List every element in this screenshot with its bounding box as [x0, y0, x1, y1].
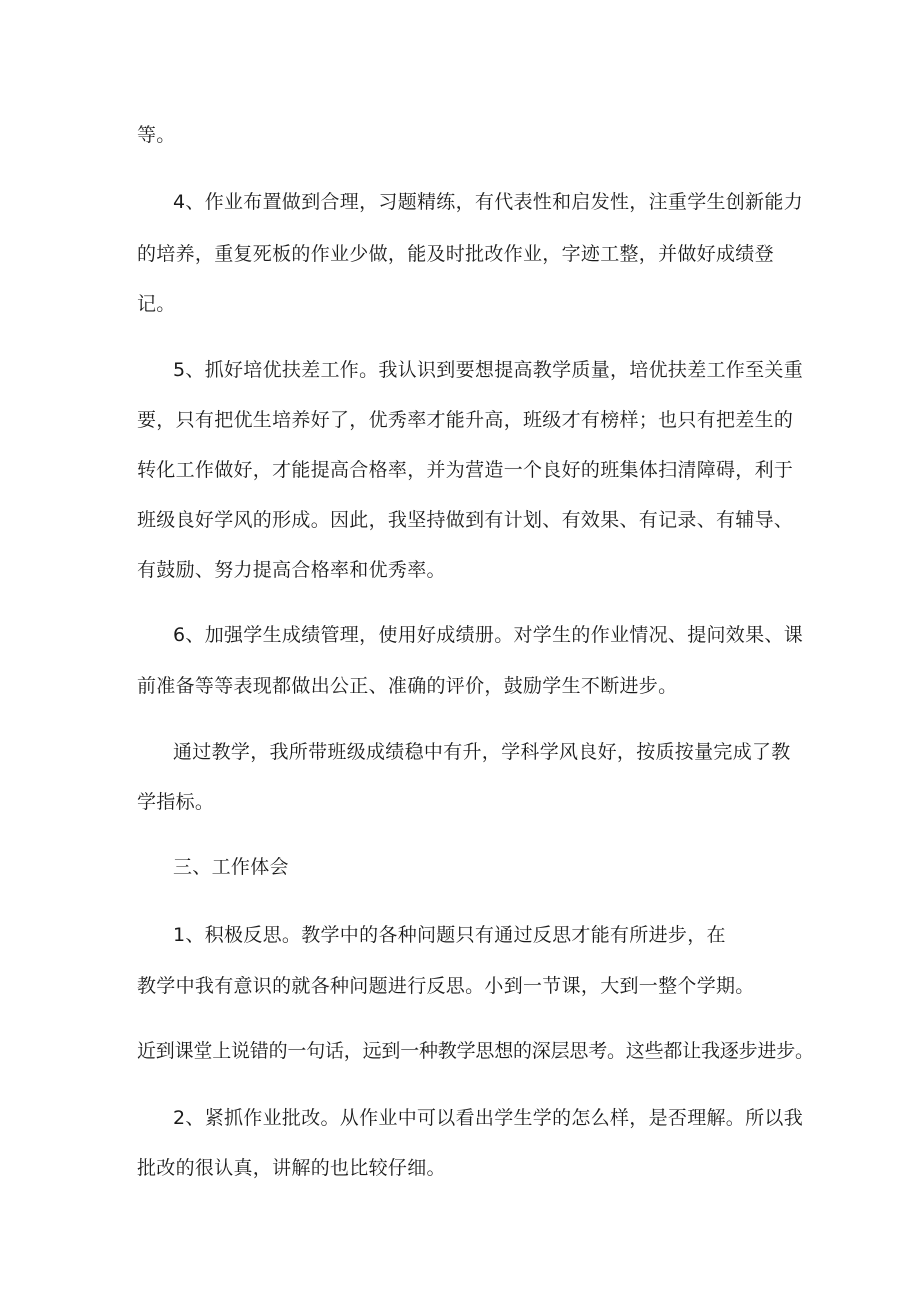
- text-line: 4、作业布置做到合理，习题精练，有代表性和启发性，注重学生创新能力: [173, 191, 803, 213]
- text-line: 转化工作做好，才能提高合格率，并为营造一个良好的班集体扫清障碍，利于: [137, 459, 794, 481]
- text-line: 学指标。: [137, 791, 215, 813]
- text-line: 5、抓好培优扶差工作。我认识到要想提高教学质量，培优扶差工作至关重: [173, 359, 803, 381]
- text-line: 近到课堂上说错的一句话，远到一种教学思想的深层思考。这些都让我逐步进步。: [137, 1040, 814, 1062]
- text-line: 6、加强学生成绩管理，使用好成绩册。对学生的作业情况、提问效果、课: [173, 624, 803, 646]
- section-heading: 三、工作体会: [173, 856, 289, 878]
- text-line: 要，只有把优生培养好了，优秀率才能升高，班级才有榜样；也只有把差生的: [137, 409, 794, 431]
- text-line: 班级良好学风的形成。因此，我坚持做到有计划、有效果、有记录、有辅导、: [137, 509, 794, 531]
- text-line: 通过教学，我所带班级成绩稳中有升，学科学风良好，按质按量完成了教: [173, 741, 791, 763]
- text-line: 1、积极反思。教学中的各种问题只有通过反思才能有所进步，在: [173, 924, 726, 946]
- text-line: 前准备等等表现都做出公正、准确的评价，鼓励学生不断进步。: [137, 675, 678, 697]
- text-line: 的培养，重复死板的作业少做，能及时批改作业，字迹工整，并做好成绩登: [137, 243, 774, 265]
- text-line: 2、紧抓作业批改。从作业中可以看出学生学的怎么样，是否理解。所以我: [173, 1107, 803, 1129]
- text-line: 等。: [137, 124, 176, 146]
- text-line: 有鼓励、努力提高合格率和优秀率。: [137, 559, 446, 581]
- text-line: 批改的很认真，讲解的也比较仔细。: [137, 1157, 446, 1179]
- text-line: 教学中我有意识的就各种问题进行反思。小到一节课，大到一整个学期。: [137, 975, 755, 997]
- text-line: 记。: [137, 293, 176, 315]
